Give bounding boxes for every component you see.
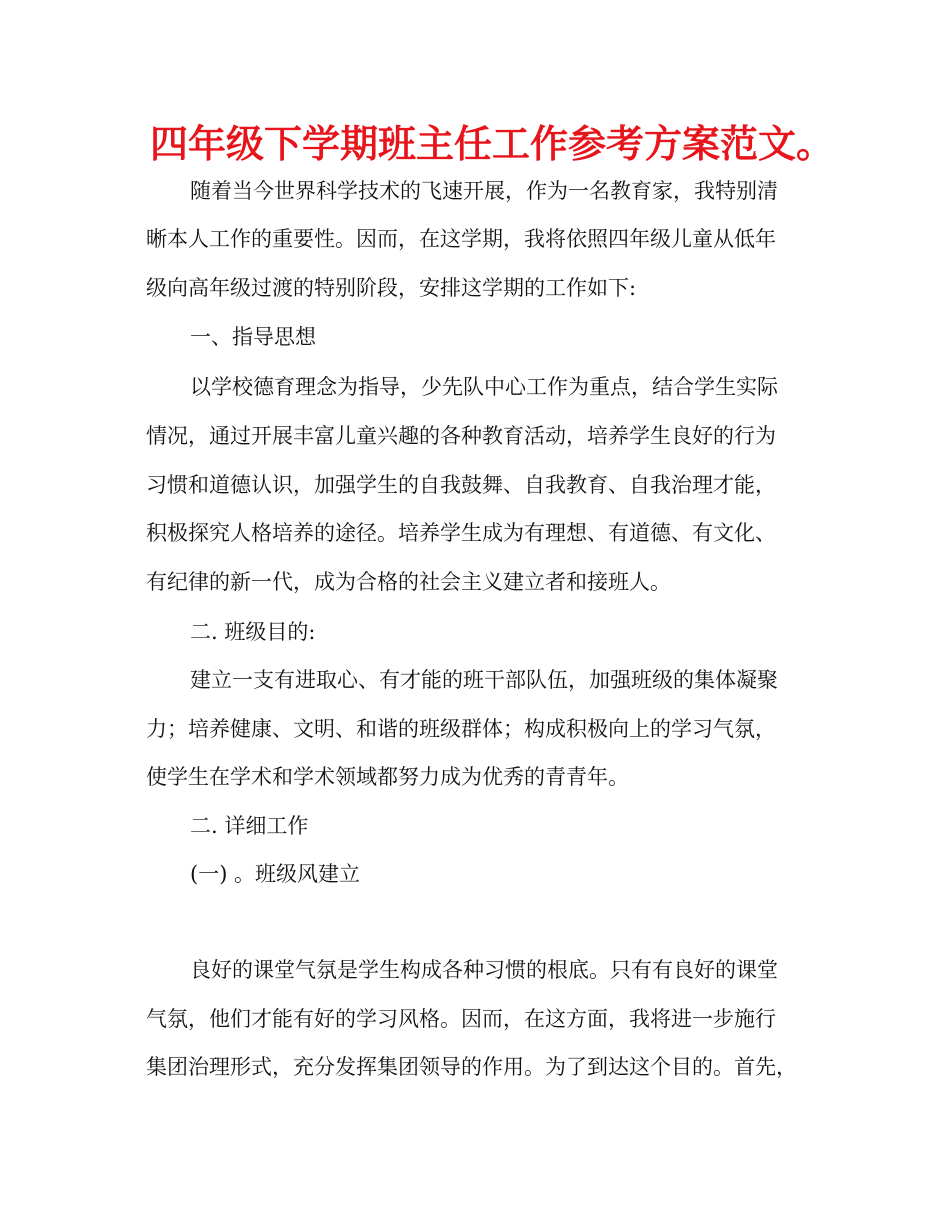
document-title: 四年级下学期班主任工作参考方案范文。 xyxy=(150,122,835,166)
section-heading: 一、指导思想 xyxy=(190,325,316,349)
paragraph-line: 有纪律的新一代，成为合格的社会主义建立者和接班人。 xyxy=(146,570,671,594)
paragraph-line: 良好的课堂气氛是学生构成各种习惯的根底。只有有良好的课堂 xyxy=(190,958,778,982)
subsection-heading: (一) 。班级风建立 xyxy=(190,862,361,886)
paragraph-line: 集团治理形式，充分发挥集团领导的作用。为了到达这个目的。首先， xyxy=(146,1055,797,1079)
paragraph-line: 气氛，他们才能有好的学习风格。因而，在这方面，我将进一步施行 xyxy=(146,1007,776,1031)
paragraph-line: 以学校德育理念为指导，少先队中心工作为重点，结合学生实际 xyxy=(190,375,778,399)
paragraph-line: 习惯和道德认识，加强学生的自我鼓舞、自我教育、自我治理才能， xyxy=(146,473,776,497)
paragraph-line: 建立一支有进取心、有才能的班干部队伍，加强班级的集体凝聚 xyxy=(190,668,778,692)
section-heading: 二. 详细工作 xyxy=(190,814,309,838)
paragraph-line: 积极探究人格培养的途径。培养学生成为有理想、有道德、有文化、 xyxy=(146,521,776,545)
section-heading: 二. 班级目的: xyxy=(190,620,316,644)
paragraph-line: 力；培养健康、文明、和谐的班级群体；构成积极向上的学习气氛， xyxy=(146,717,776,741)
paragraph-line: 使学生在学术和学术领域都努力成为优秀的青青年。 xyxy=(146,765,629,789)
paragraph-line: 晰本人工作的重要性。因而，在这学期，我将依照四年级儿童从低年 xyxy=(146,227,776,251)
paragraph-line: 随着当今世界科学技术的飞速开展，作为一名教育家，我特别清 xyxy=(190,179,778,203)
paragraph-line: 情况，通过开展丰富儿童兴趣的各种教育活动，培养学生良好的行为 xyxy=(146,424,776,448)
paragraph-line: 级向高年级过渡的特别阶段，安排这学期的工作如下: xyxy=(146,276,637,300)
